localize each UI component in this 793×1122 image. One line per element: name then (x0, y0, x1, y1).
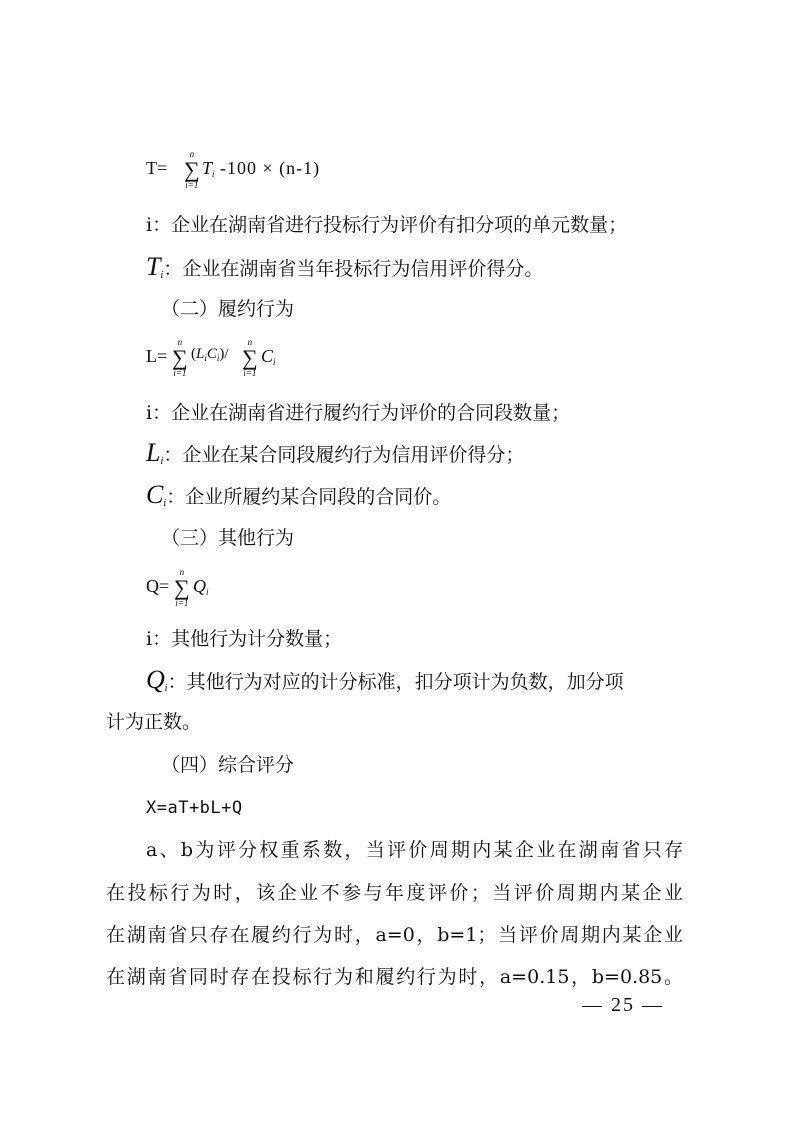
sub-i-2: i (216, 353, 220, 363)
sub-i-1: i (204, 353, 207, 363)
paragraph-line-1: a、b为评分权重系数，当评价周期内某企业在湖南省只存 (146, 839, 683, 861)
t-var-desc-text: ：企业在湖南省当年投标行为信用评价得分。 (163, 258, 544, 280)
heading-performance: （二）履约行为 (161, 298, 295, 320)
t-i-description: i：企业在湖南省进行投标行为评价有扣分项的单元数量； (146, 214, 628, 236)
slash: / (224, 346, 229, 362)
heading-other: （三）其他行为 (161, 527, 295, 549)
sigma-glyph-1: ∑ (172, 345, 188, 370)
q-var-desc-text-1: ：其他行为对应的计分标准，扣分项计为负数，加分项 (167, 671, 624, 693)
formula-t-rest: -100 × (n-1) (220, 158, 321, 178)
q-i-description: i：其他行为计分数量； (146, 628, 343, 650)
sigma-glyph: ∑ (184, 157, 200, 182)
var-c-big: C (146, 480, 164, 509)
sub-i-3: i (273, 357, 276, 367)
l-i-description: i：企业在湖南省进行履约行为评价的合同段数量； (146, 402, 571, 424)
var-c-sub: i (163, 499, 167, 509)
paren-close: ) (219, 346, 225, 362)
sigma-glyph-2: ∑ (242, 345, 258, 370)
var-l: L (196, 346, 205, 362)
sum-symbol-1 (172, 338, 188, 378)
sumq-lower-limit: i=1 (175, 598, 189, 608)
paragraph-line-2: 在投标行为时，该企业不参与年度评价；当评价周期内某企业 (106, 882, 683, 904)
paren-open: ( (191, 346, 196, 362)
var-l-big: L (146, 438, 161, 467)
formula-q-lhs: Q= (146, 576, 170, 596)
var-q-sub: i (164, 684, 168, 694)
sum1-upper-limit: n (177, 337, 183, 347)
var-q-big: Q (146, 665, 165, 694)
q-var-description (146, 667, 793, 702)
l-var-desc-text: ：企业在某合同段履约行为信用评价得分； (163, 444, 525, 466)
formula-l-lhs: L= (146, 346, 168, 366)
paragraph-line-3: 在湖南省只存在履约行为时，a=0，b=1；当评价周期内某企业 (106, 924, 683, 946)
sub-i: i (212, 169, 215, 179)
var-q: Q (193, 576, 206, 596)
sum-lower-limit: i=1 (185, 180, 199, 190)
q-var-description-cont: 计为正数。 (106, 711, 202, 733)
formula-t-term (202, 158, 215, 179)
var-l-sub: i (160, 457, 164, 467)
var-c-2: C (261, 346, 274, 366)
c-var-desc-text: ：企业所履约某合同段的合同价。 (166, 486, 452, 508)
sum-symbol (184, 150, 200, 190)
var-t: T (202, 158, 213, 178)
var-t-big: T (146, 252, 161, 281)
sum2-upper-limit: n (247, 337, 253, 347)
var-c: C (206, 346, 217, 362)
c-var-description (146, 482, 793, 517)
sum-upper-limit: n (189, 149, 195, 159)
var-t-sub: i (160, 271, 164, 281)
sub-i-q: i (206, 587, 209, 597)
formula-x: X=aT+bL+Q (146, 798, 243, 818)
formula-t-lhs: T= (146, 158, 168, 178)
sum-symbol-2 (242, 338, 258, 378)
sigma-glyph-q: ∑ (174, 575, 190, 600)
heading-composite: （四）综合评分 (161, 754, 295, 776)
formula-l-term (191, 346, 229, 363)
l-var-description (146, 440, 793, 475)
page-number: — 25 — (582, 994, 664, 1016)
paragraph-line-4: 在湖南省同时存在投标行为和履约行为时，a=0.15，b=0.85。 (106, 966, 683, 988)
formula-l-denom (261, 346, 276, 367)
sumq-upper-limit: n (179, 567, 185, 577)
formula-q-term (193, 576, 209, 597)
sum2-lower-limit: i=1 (243, 368, 257, 378)
t-var-description (146, 254, 793, 289)
sum1-lower-limit: i=1 (173, 368, 187, 378)
sum-symbol-q (174, 568, 190, 608)
